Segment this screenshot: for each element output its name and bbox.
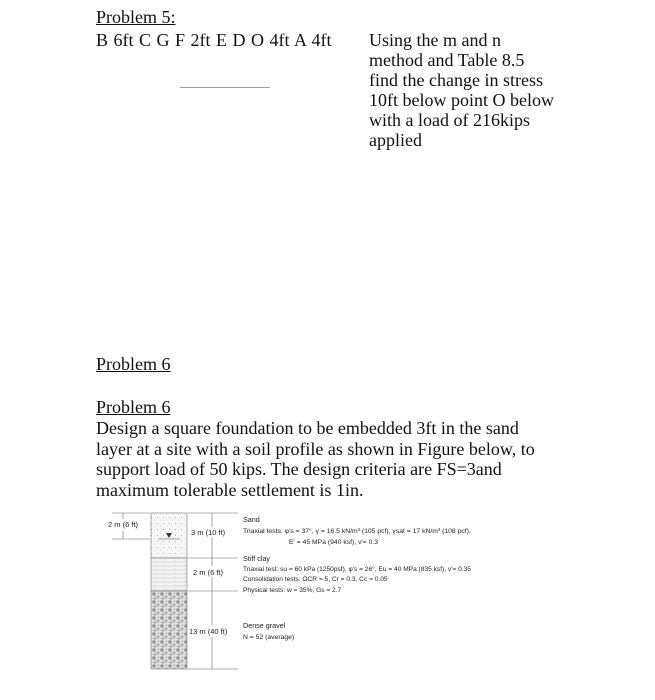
clay-layer bbox=[151, 558, 187, 591]
top-depth-label: 2 m (6 ft) bbox=[108, 520, 139, 529]
question-line: with a load of 216kips bbox=[369, 110, 530, 130]
clay-props-3: Physical tests: w = 35%, Gs = 2.7 bbox=[243, 587, 342, 594]
clay-props-1: Triaxial test: su = 60 kPa (1250psf), φ′s = 26°, Eu = 40 MPa (835 ksf), ν′= 0.35 bbox=[243, 566, 471, 573]
clay-props-2: Consolidation tests: OCR = 5, Cr = 0.3, Cc = 0.05 bbox=[243, 576, 388, 583]
clay-depth-label: 2 m (6 ft) bbox=[193, 568, 224, 577]
question-line: method and Table 8.5 bbox=[369, 50, 525, 70]
problem-5-heading: Problem 5: bbox=[96, 7, 176, 27]
question-line: 10ft below point O below bbox=[369, 90, 554, 110]
sand-props-1: Triaxial tests: φ′s = 37°, γ = 16.5 kN/m³ (105 pcf), γsat = 17 kN/m³ (108 pcf), bbox=[243, 528, 471, 535]
question-line: applied bbox=[369, 130, 422, 150]
gravel-layer bbox=[151, 591, 187, 669]
statement-line: support load of 50 kips. The design criteria are FS=3and bbox=[96, 459, 502, 479]
statement-line: maximum tolerable settlement is 1in. bbox=[96, 479, 364, 500]
figure-point-labels: B 6ft C G F 2ft E D O 4ft A 4ft bbox=[96, 30, 332, 50]
statement-line: Design a square foundation to be embedded 3ft in the sand bbox=[96, 418, 519, 438]
sand-depth-label: 3 m (10 ft) bbox=[191, 528, 226, 537]
sand-name: Sand bbox=[243, 515, 260, 524]
sand-props-2: E′ = 45 MPa (940 ksf), ν′= 0.3 bbox=[289, 539, 379, 546]
gravel-depth-label: 13 m (40 ft) bbox=[189, 627, 228, 636]
question-line: Using the m and n bbox=[369, 30, 501, 50]
gravel-props-1: N = 52 (average) bbox=[243, 634, 295, 641]
problem-6-subheading: Problem 6 bbox=[96, 397, 171, 417]
gravel-name: Dense gravel bbox=[243, 621, 286, 630]
statement-line: layer at a site with a soil profile as shown in Figure below, to bbox=[96, 438, 535, 459]
problem-6-heading: Problem 6 bbox=[96, 354, 171, 374]
question-line: find the change in stress bbox=[369, 70, 543, 90]
clay-name: Stiff clay bbox=[243, 554, 271, 563]
